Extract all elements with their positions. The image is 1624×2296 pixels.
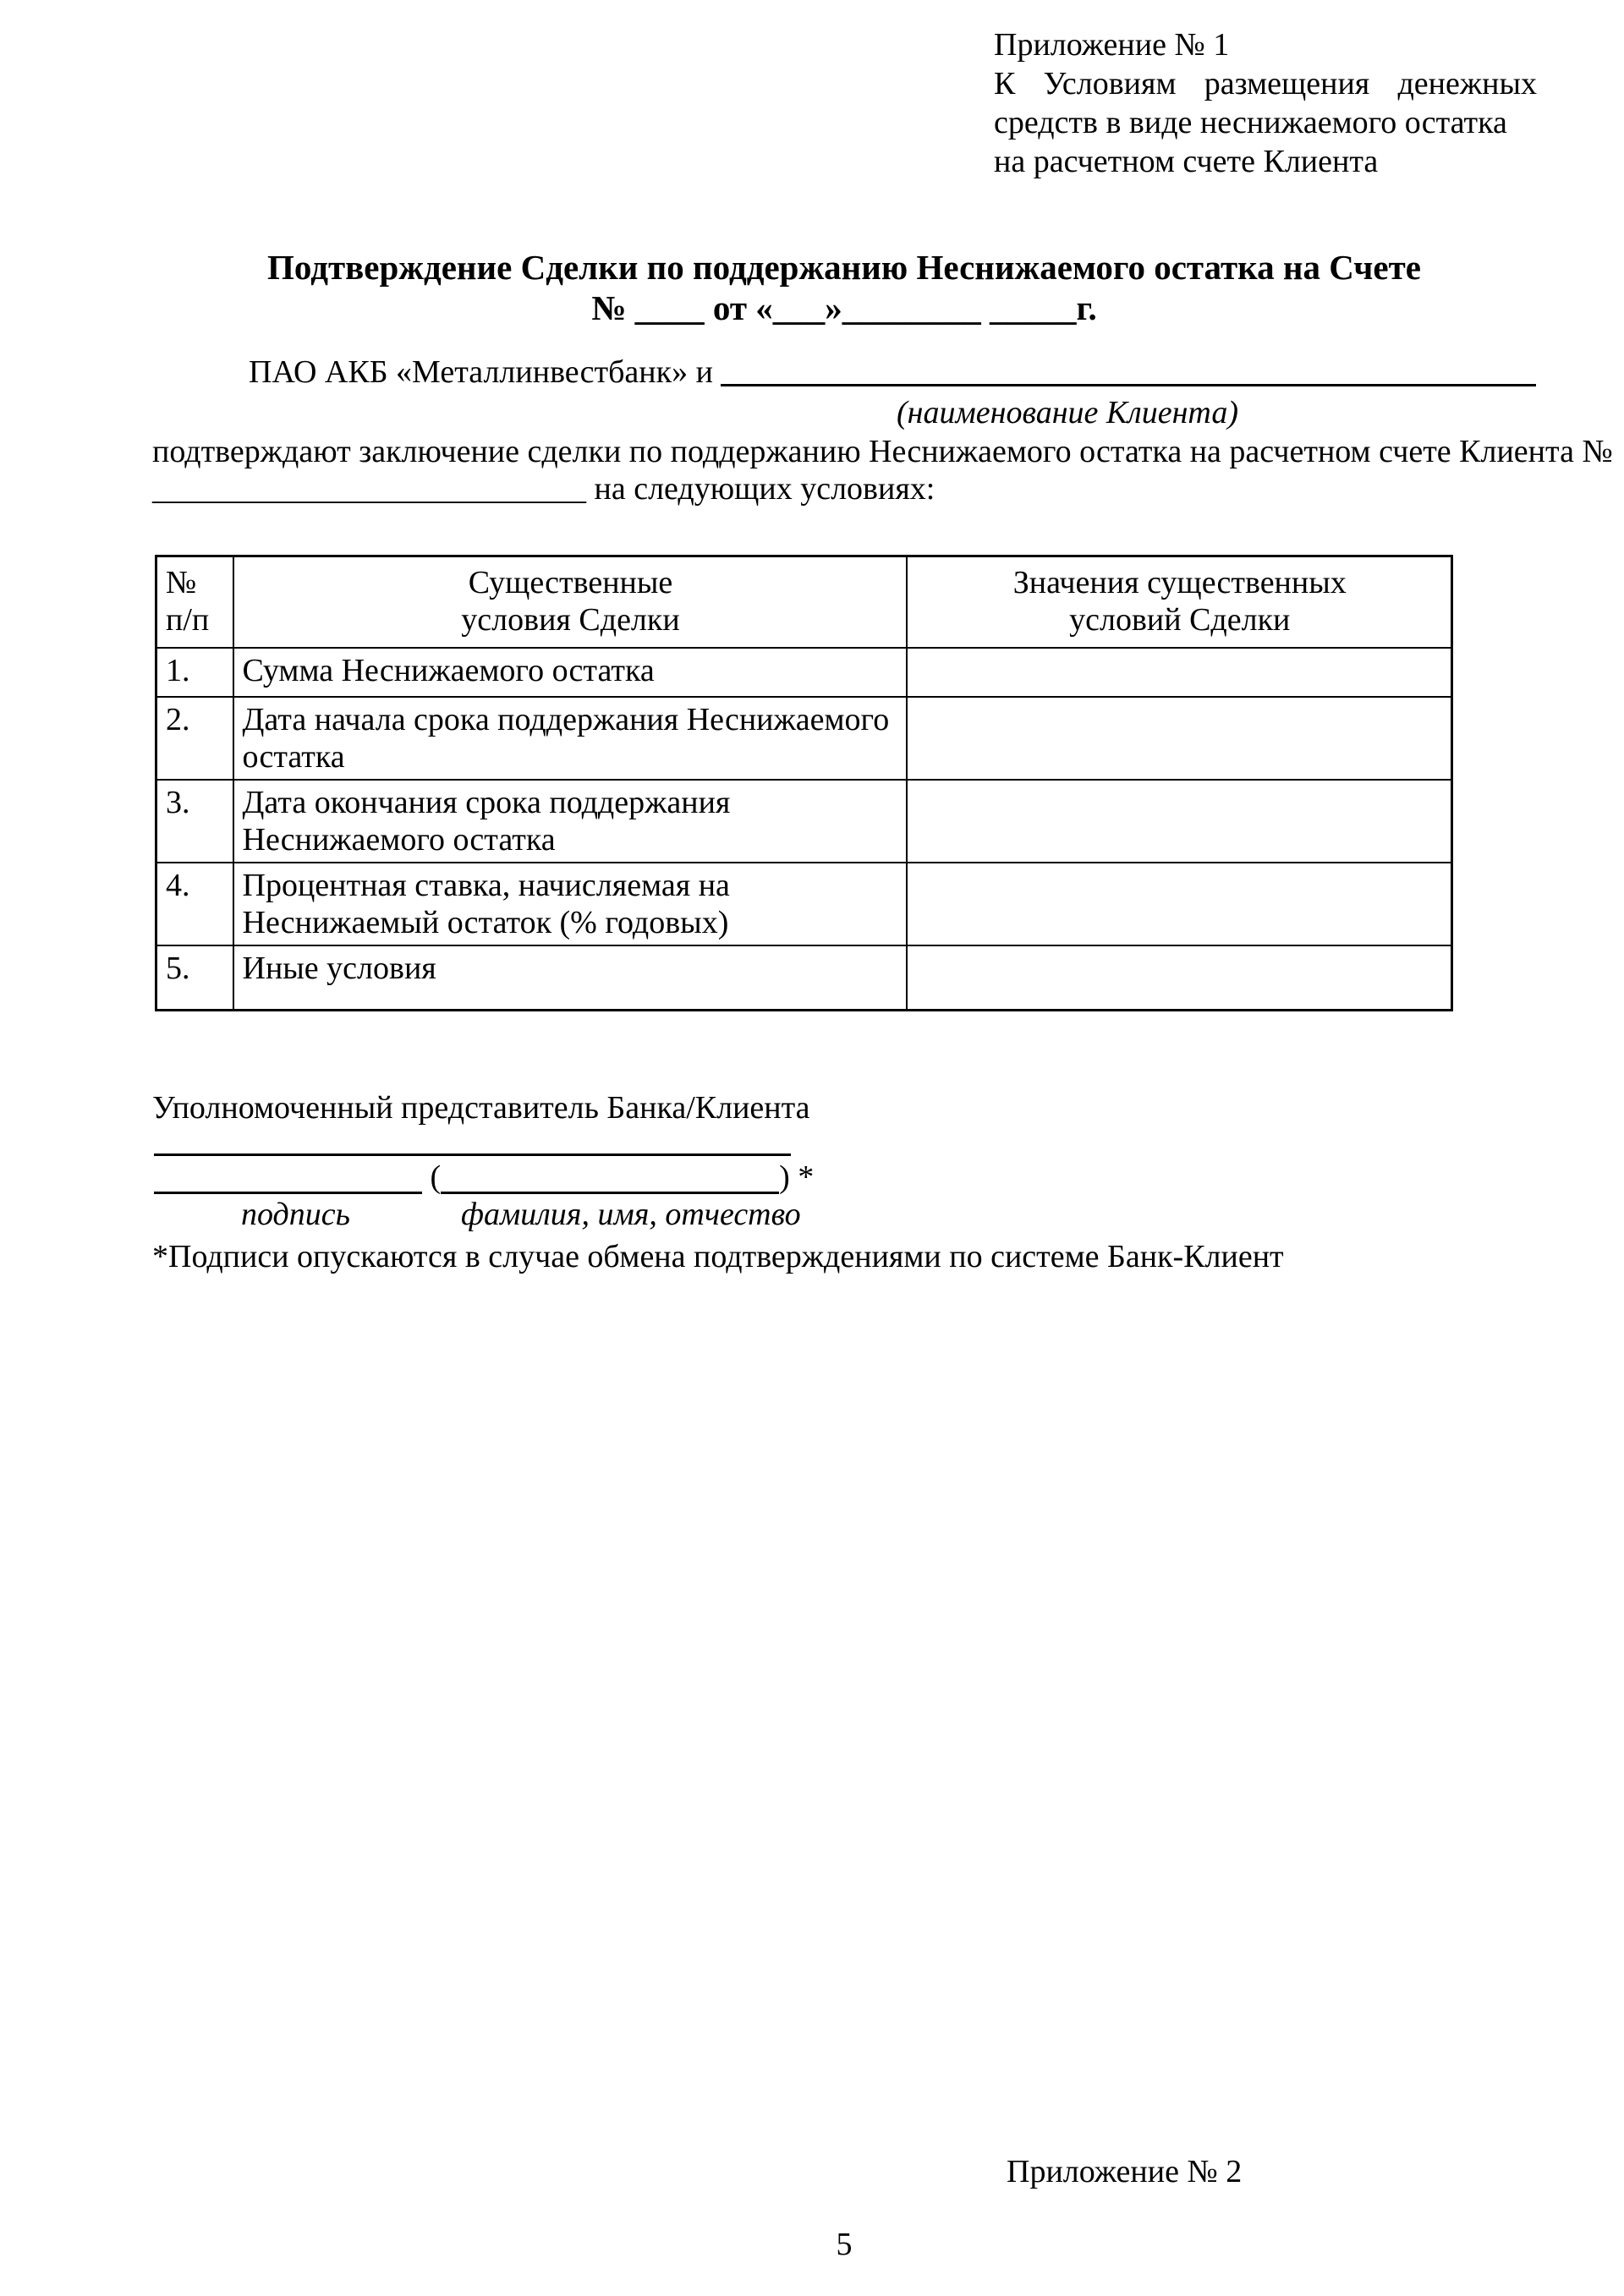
row-condition: Иные условия [233, 945, 907, 1011]
row-num: 1. [156, 648, 233, 697]
row-value-cell [907, 697, 1452, 780]
row-num: 3. [156, 780, 233, 863]
row-condition: Дата начала срока поддержания Неснижаемого остатка [233, 697, 907, 780]
appendix1-line1: Приложение № 1 [994, 27, 1230, 63]
full-name-caption: фамилия, имя, отчество [461, 1197, 801, 1232]
header-num: № п/п [156, 556, 233, 648]
row-num: 4. [156, 863, 233, 945]
document-title [152, 247, 1536, 328]
row-value-cell [907, 945, 1452, 1011]
appendix2-header: Приложение № 2 [1007, 2154, 1243, 2189]
client-name-blank-line [721, 384, 1536, 386]
open-paren: ( [422, 1159, 442, 1195]
conditions-line [152, 470, 1590, 507]
client-name-caption: (наименование Клиента) [896, 395, 1238, 430]
deal-conditions-table [155, 555, 1453, 1011]
appendix1-line4: на расчетном счете Клиента [994, 144, 1379, 179]
footnote: *Подписи опускаются в случае обмена подтверждениями по системе Банк-Клиент [152, 1239, 1284, 1274]
signature-long-blank-line [154, 1125, 791, 1156]
row-value-cell [907, 648, 1452, 697]
name-blank-line [441, 1163, 779, 1194]
table-header-row [156, 556, 1452, 648]
close-paren-asterisk: ) * [779, 1159, 815, 1195]
header-condition: Существенные условия Сделки [233, 556, 907, 648]
row-condition: Сумма Неснижаемого остатка [233, 648, 907, 697]
title-number-line: № ____ от «___»________ _____г. [591, 288, 1097, 327]
appendix1-header [994, 25, 1537, 181]
appendix1-line2: К Условиям размещения денежных [994, 66, 1537, 101]
header-value: Значения существенных условий Сделки [907, 556, 1452, 648]
parties-line [152, 353, 1536, 391]
signature-blank-line [154, 1163, 422, 1194]
table-row [156, 648, 1452, 697]
signature-heading: Уполномоченный представитель Банка/Клиента [152, 1090, 810, 1126]
signature-caption: подпись [241, 1197, 350, 1232]
table-row [156, 945, 1452, 1011]
row-condition: Дата окончания срока поддержания Неснижаемого остатка [233, 780, 907, 863]
row-condition: Процентная ставка, начисляемая на Неснижаемый остаток (% годовых) [233, 863, 907, 945]
title-line1: Подтверждение Сделки по поддержанию Неснижаемого остатка на Счете [267, 248, 1421, 287]
confirmation-line: подтверждают заключение сделки по поддержанию Неснижаемого остатка на расчетном счете Клиента № [152, 434, 1613, 469]
table-row [156, 780, 1452, 863]
account-number-blank-line: ___________________________ [152, 471, 586, 507]
row-num: 5. [156, 945, 233, 1011]
row-value-cell [907, 780, 1452, 863]
table-row [156, 697, 1452, 780]
bank-name-text: ПАО АКБ «Металлинвестбанк» и [249, 354, 721, 390]
row-value-cell [907, 863, 1452, 945]
conditions-line-text: на следующих условиях: [586, 471, 935, 507]
page-number: 5 [836, 2227, 853, 2262]
signature-line [154, 1157, 814, 1194]
table-row [156, 863, 1452, 945]
row-num: 2. [156, 697, 233, 780]
appendix1-line3: средств в виде неснижаемого остатка [994, 105, 1507, 140]
